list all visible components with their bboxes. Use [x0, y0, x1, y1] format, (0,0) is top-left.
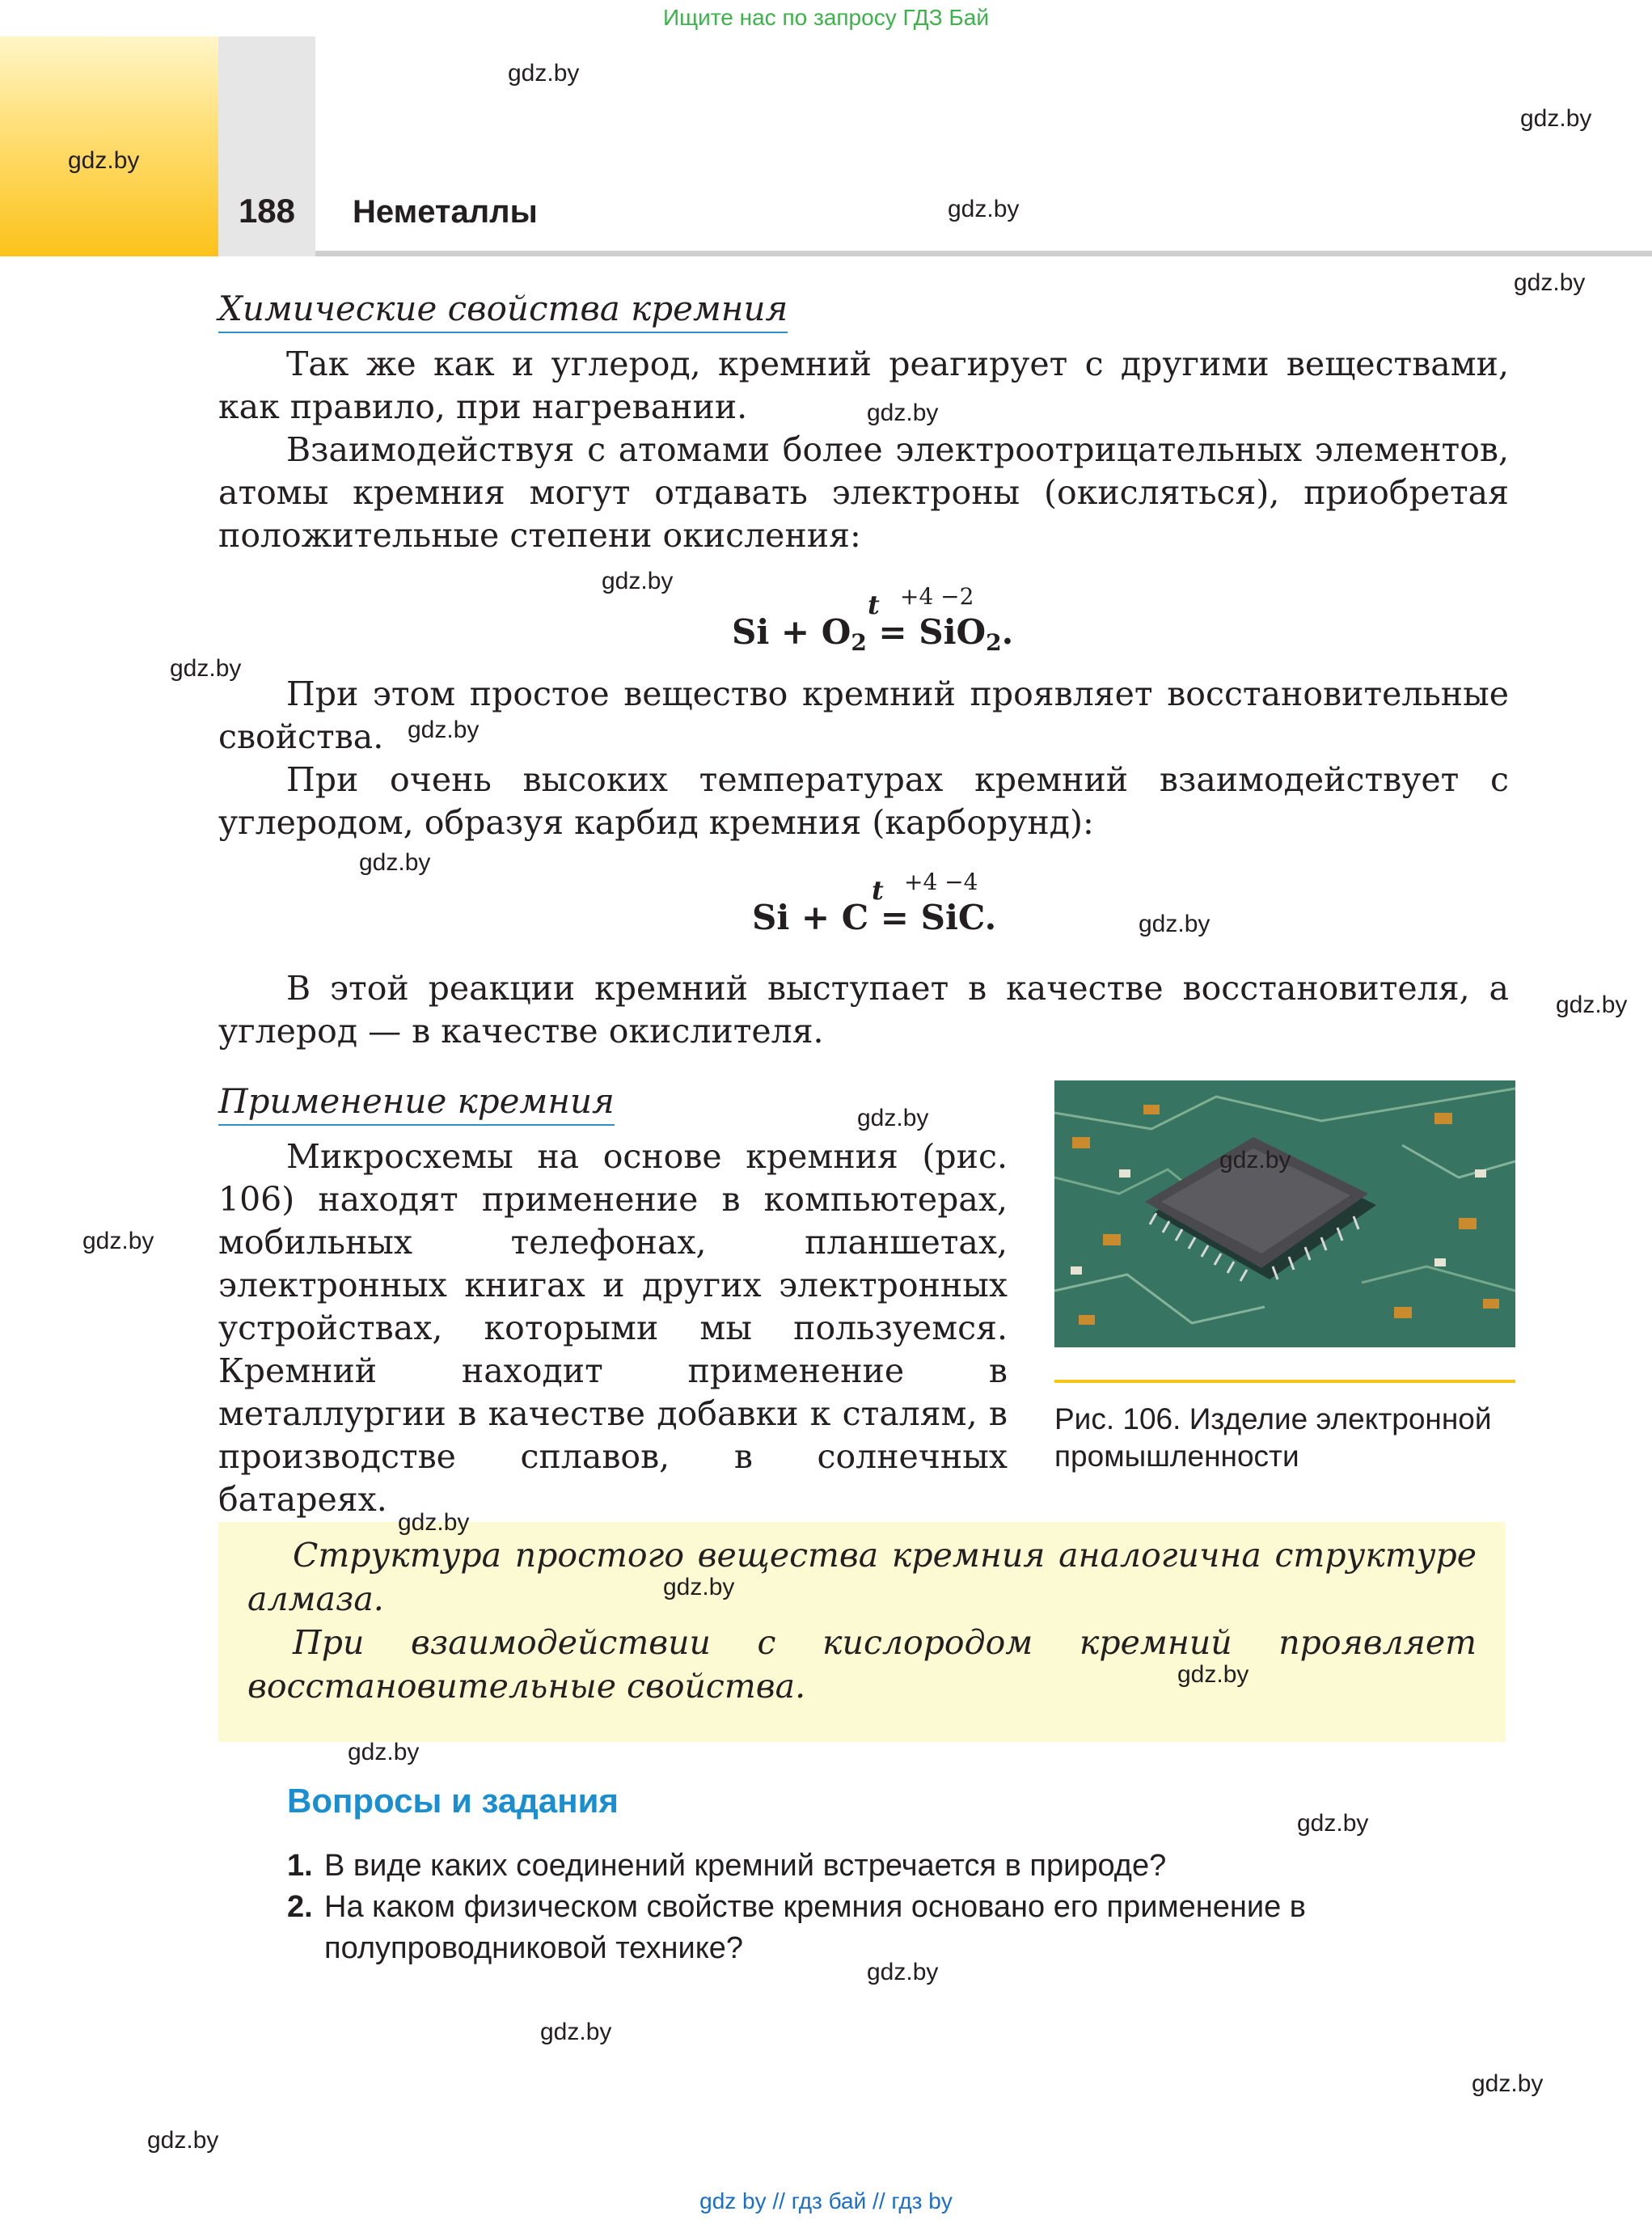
watermark: gdz.by [1514, 269, 1586, 296]
watermark: gdz.by [663, 1574, 735, 1600]
equation-si-o2: +4 −2 t $Si + O_2 = SiO_2$. [732, 583, 1014, 656]
summary-sentence-1: Структура простого вещества кремния аналогична структуре алмаза. [247, 1536, 1477, 1618]
watermark: gdz.by [359, 849, 431, 876]
watermark: gdz.by [408, 717, 480, 743]
summary-text [247, 1533, 1477, 1708]
top-banner[interactable]: Ищите нас по запросу ГДЗ Бай [662, 5, 990, 30]
page-number: 188 [238, 192, 296, 230]
oxidation-states: +4 −4 [904, 869, 978, 895]
watermark: gdz.by [857, 1105, 929, 1131]
watermark: gdz.by [170, 655, 242, 682]
watermark: gdz.by [602, 568, 674, 594]
watermark: gdz.by [867, 400, 939, 426]
watermark: gdz.by [1297, 1810, 1369, 1837]
watermark: gdz.by [1472, 2070, 1544, 2097]
header-color-block [0, 36, 218, 256]
footer-links[interactable]: gdz by // гдз бай // гдз by [699, 2188, 953, 2213]
oxidation-states: +4 −2 [900, 583, 974, 610]
question-2: 2. На каком физическом свойстве кремния основано его применение в полупроводниковой технике? [287, 1890, 1306, 1965]
section-heading-chemical-properties: Химические свойства кремния [218, 290, 788, 333]
watermark: gdz.by [348, 1739, 420, 1765]
watermark: gdz.by [82, 1228, 154, 1254]
paragraph-3: При этом простое вещество кремний проявляет восстановительные свойства. [218, 674, 1509, 756]
watermark: gdz.by [1177, 1661, 1249, 1688]
paragraph-2: Взаимодействуя с атомами более электроотрицательных элементов, атомы кремния могут отдавать электроны (окисляться), приобретая положительные степени окисления: [218, 430, 1509, 555]
equation-si-c: +4 −4 t Si + C = SiC. [752, 869, 997, 937]
watermark: gdz.by [540, 2019, 612, 2045]
watermark: gdz.by [1139, 911, 1210, 937]
header-rule [315, 251, 1652, 256]
watermark: gdz.by [867, 1959, 939, 1985]
paragraph-1: Так же как и углерод, кремний реагирует с другими веществами, как правило, при нагревании. [218, 345, 1509, 426]
watermark: gdz.by [68, 147, 140, 174]
chapter-title: Неметаллы [353, 194, 538, 230]
watermark: gdz.by [948, 196, 1020, 222]
section-heading-application: Применение кремния [218, 1082, 615, 1126]
summary-sentence-2: При взаимодействии с кислородом кремний проявляет восстановительные свойства. [247, 1623, 1477, 1706]
paragraph-4: При очень высоких температурах кремний взаимодействует с углеродом, образуя карбид кремния (карборунд): [218, 760, 1509, 842]
watermark: gdz.by [1556, 991, 1628, 1018]
watermark: gdz.by [147, 2127, 219, 2154]
paragraph-application: Микросхемы на основе кремния (рис. 106) находят применение в компьютерах, мобильных телефонах, планшетах, электронных книгах и других электронных устройствах, которыми мы пользуемся. Кремний находит применение в металлургии в качестве добавки к сталям, в производстве сплавов, в солнечных батареях. [218, 1137, 1008, 1519]
condition-t: t [872, 875, 884, 906]
figure-caption: Рис. 106. Изделие электронной промышленности [1054, 1402, 1492, 1473]
watermark: gdz.by [1520, 105, 1592, 132]
questions-title: Вопросы и задания [287, 1782, 619, 1820]
caption-rule [1054, 1380, 1515, 1383]
paragraph-5: В этой реакции кремний выступает в качестве восстановителя, а углерод — в качестве окислителя. [218, 969, 1509, 1051]
question-1: 1. В виде каких соединений кремний встречается в природе? [287, 1849, 1167, 1883]
watermark: gdz.by [508, 60, 580, 87]
watermark: gdz.by [398, 1509, 470, 1536]
condition-t: t [868, 590, 880, 620]
watermark: gdz.by [1219, 1147, 1291, 1173]
figure-106-microchip-photo [1054, 1080, 1515, 1347]
